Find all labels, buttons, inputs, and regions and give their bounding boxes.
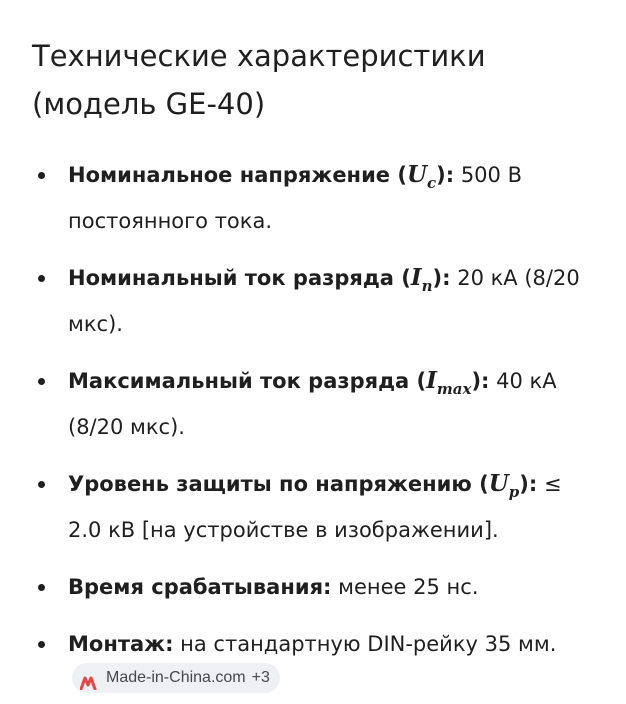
spec-subscript: n [421,277,433,295]
spec-label [68,264,451,295]
spec-symbol: U [488,470,509,497]
bullet-icon [38,481,45,488]
spec-label [68,367,490,398]
spec-label [68,161,455,192]
spec-label-close: ): [471,369,490,393]
bullet-icon [38,378,45,385]
spec-symbol: I [410,264,422,291]
spec-label-close: ): [519,472,538,496]
list-item [32,362,596,446]
spec-label-text: Максимальный ток разряда ( [68,369,427,393]
spec-value: на стандартную DIN-рейку 35 мм. [173,632,557,656]
spec-value: 500 В постоянного тока. [68,163,522,233]
bullet-icon [38,275,45,282]
spec-subscript: max [436,380,472,398]
spec-value: ≤ 2.0 кВ [на устройстве в изображении]. [68,472,562,542]
spec-label-text: Уровень защиты по напряжению ( [68,472,489,496]
made-in-china-logo-icon [80,671,100,685]
bullet-icon [38,584,45,591]
list-item [32,156,596,240]
spec-value: менее 25 нс. [331,575,479,599]
spec-list [32,156,596,704]
spec-label: Монтаж: [68,632,174,656]
bullet-icon [38,641,45,648]
spec-value: 20 кА (8/20 мкс). [68,266,580,336]
spec-symbol: I [426,367,437,394]
list-item [32,259,596,343]
spec-label-text: Номинальный ток разряда ( [68,266,411,290]
source-chip-count: +3 [251,669,270,686]
spec-label-close: ): [432,266,451,290]
list-item [32,625,596,704]
spec-subscript: p [508,483,520,501]
spec-label-close: ): [436,163,455,187]
source-chip[interactable] [72,663,280,693]
list-item [32,568,596,606]
list-item [32,465,596,549]
source-chip-label: Made-in-China.com [106,669,246,686]
spec-label-text: Номинальное напряжение ( [68,163,407,187]
spec-subscript: c [427,174,437,192]
spec-value: 40 кА (8/20 мкс). [68,369,557,439]
spec-label: Время срабатывания: [68,575,332,599]
bullet-icon [38,172,45,179]
spec-symbol: U [406,161,427,188]
section-heading: Технические характеристики (модель GE-40) [32,39,486,121]
spec-label [68,470,538,501]
